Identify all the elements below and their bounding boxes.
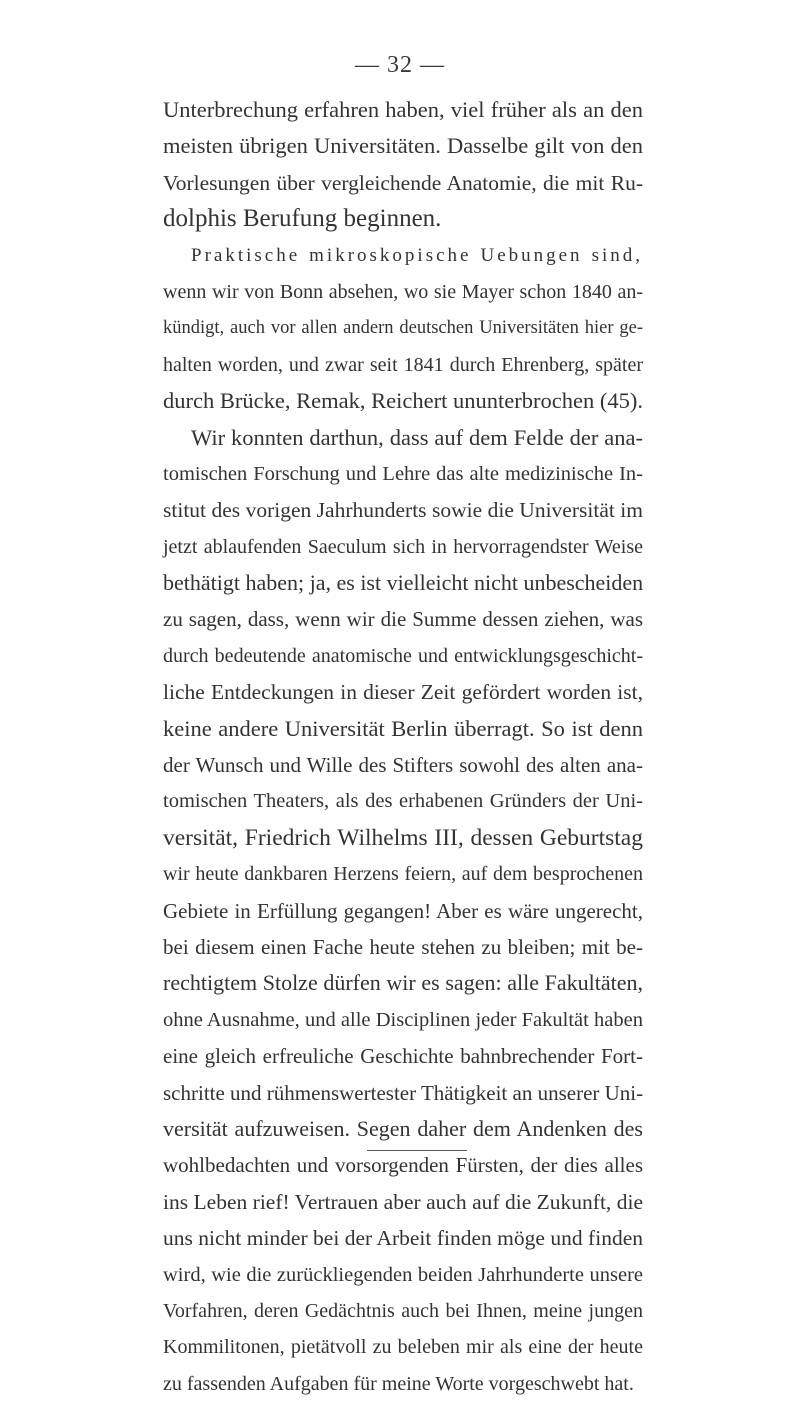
page-number: — 32 — — [355, 52, 445, 78]
text-line: der Wunsch und Wille des Stifters sowohl des alten ana- — [163, 753, 643, 778]
text-line: rechtigtem Stolze dürfen wir es sagen: alle Fakultäten, — [163, 970, 643, 996]
paragraph-start-line: Praktische mikroskopische Uebungen sind, — [191, 244, 643, 266]
text-line: Unterbrechung erfahren haben, viel früher als an den — [163, 97, 643, 122]
text-line: Gebiete in Erfüllung gegangen! Aber es wäre ungerecht, — [163, 898, 643, 923]
text-line: dolphis Berufung beginnen. — [163, 205, 442, 233]
text-line: kündigt, auch vor allen andern deutschen Universitäten hier ge- — [163, 318, 643, 339]
closing-rule — [367, 1150, 467, 1151]
text-line: wenn wir von Bonn absehen, wo sie Mayer schon 1840 an- — [163, 280, 643, 303]
text-line: zu fassenden Aufgaben für meine Worte vorgeschwebt hat. — [163, 1372, 634, 1395]
text-line: Kommilitonen, pietätvoll zu beleben mir als eine der heute — [163, 1336, 643, 1359]
text-line: durch Brücke, Remak, Reichert ununterbrochen (45). — [163, 388, 643, 414]
text-line: durch bedeutende anatomische und entwicklungsgeschicht- — [163, 644, 643, 667]
text-line: tomischen Forschung und Lehre das alte medizinische In- — [163, 462, 643, 485]
body-text — [163, 92, 643, 1402]
text-line: jetzt ablaufenden Saeculum sich in hervorragendster Weise — [163, 535, 643, 558]
paragraph-start-line: Wir konnten darthun, dass auf dem Felde der ana- — [191, 424, 643, 450]
text-line: keine andere Universität Berlin überragt. So ist denn — [163, 715, 643, 741]
text-line: bei diesem einen Fache heute stehen zu bleiben; mit be- — [163, 934, 643, 959]
text-line: ohne Ausnahme, und alle Disciplinen jeder Fakultät haben — [163, 1008, 643, 1031]
text-line: wird, wie die zurückliegenden beiden Jahrhunderte unsere — [163, 1263, 643, 1286]
text-line: zu sagen, dass, wenn wir die Summe dessen ziehen, was — [163, 607, 643, 632]
text-line: Vorfahren, deren Gedächtnis auch bei Ihnen, meine jungen — [163, 1299, 643, 1322]
text-line: wir heute dankbaren Herzens feiern, auf dem besprochenen — [163, 863, 643, 886]
text-line: schritte und rühmenswertester Thätigkeit an unserer Uni- — [163, 1080, 644, 1105]
text-line: Vorlesungen über vergleichende Anatomie, die mit Ru- — [163, 170, 643, 195]
text-line: wohlbedachten und vorsorgenden Fürsten, der dies alles — [163, 1153, 643, 1178]
text-line: uns nicht minder bei der Arbeit finden möge und finden — [163, 1226, 643, 1251]
text-line: liche Entdeckungen in dieser Zeit gefördert worden ist, — [163, 680, 643, 705]
text-line: tomischen Theaters, als des erhabenen Gründers der Uni- — [163, 790, 643, 813]
text-line: bethätigt haben; ja, es ist vielleicht nicht unbescheiden — [163, 570, 644, 596]
text-line: meisten übrigen Universitäten. Dasselbe gilt von den — [163, 133, 643, 159]
text-line: ins Leben rief! Vertrauen aber auch auf die Zukunft, die — [163, 1189, 643, 1214]
text-line: versität, Friedrich Wilhelms III, dessen Geburtstag — [163, 824, 643, 851]
text-line: halten worden, und zwar seit 1841 durch Ehrenberg, später — [163, 353, 643, 376]
text-line: stitut des vorigen Jahrhunderts sowie die Universität im — [163, 498, 643, 523]
text-line: eine gleich erfreuliche Geschichte bahnbrechender Fort- — [163, 1044, 643, 1069]
text-line: versität aufzuweisen. Segen daher dem Andenken des — [163, 1115, 643, 1141]
